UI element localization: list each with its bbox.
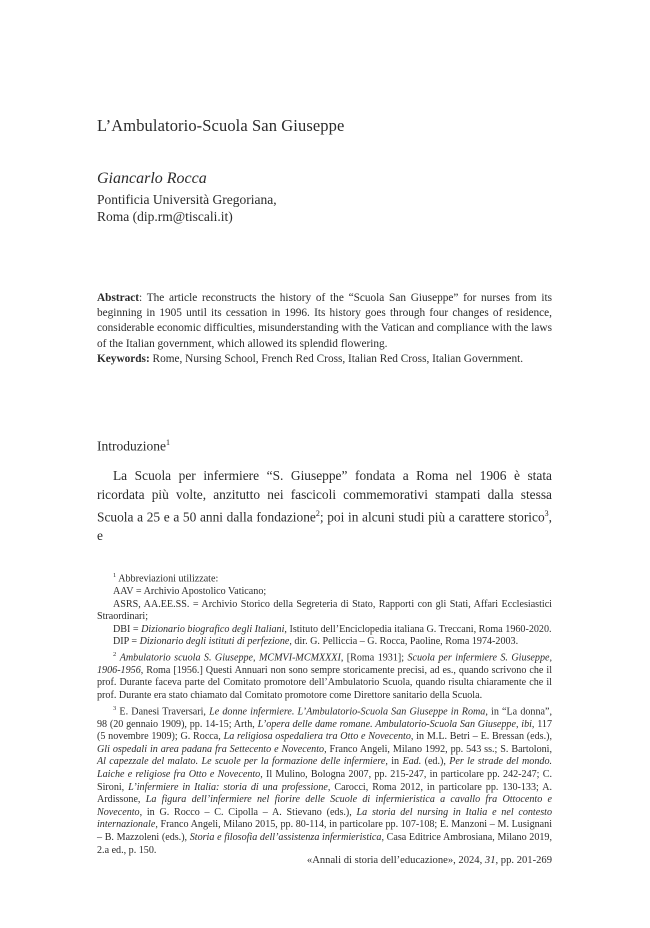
section-heading-text: Introduzione bbox=[97, 438, 166, 454]
footnote-italic: L’infermiere in Italia: storia di una professione bbox=[128, 781, 328, 793]
author-name: Giancarlo Rocca bbox=[97, 170, 207, 187]
footnote-2 bbox=[97, 649, 552, 703]
abbreviation-asrs: ASRS, AA.EE.SS. = Archivio Storico della Segreteria di Stato, Rapporti con gli Stati, Affari Ecclesiastici Straordinari; bbox=[97, 598, 552, 623]
footnote-text: , bbox=[515, 718, 522, 730]
footnote-number: 1 bbox=[113, 572, 117, 579]
abstract-label: Abstract bbox=[97, 292, 140, 304]
footnote-text: , in M.L. Betri – E. Bressan (eds.), bbox=[410, 731, 553, 743]
footnote-italic: Gli ospedali in area padana fra Settecento e Novecento bbox=[97, 743, 325, 755]
abstract-block bbox=[97, 291, 552, 367]
body-text: La Scuola per infermiere “S. Giuseppe” fondata a Roma nel 1906 è stata ricordata più volte, anzitutto nei fascicoli commemorativi stampati dalla stessa Scuola a 25 e a 50 anni dalla fondazione bbox=[97, 468, 552, 525]
footnote-text: , Istituto dell’Enciclopedia italiana G. Treccani, Roma 1960-2020. bbox=[284, 623, 552, 635]
footnote-italic: Per le strade del mondo. Laiche e religiose fra Otto e Novecento bbox=[97, 756, 553, 780]
footnote-italic: La religiosa ospedaliera tra Otto e Novecento bbox=[223, 731, 411, 743]
abbreviation-dbi bbox=[97, 624, 552, 637]
footer-text: «Annali di storia dell’educazione», 2024, bbox=[306, 855, 485, 866]
abbreviation-aav: AAV = Archivio Apostolico Vaticano; bbox=[113, 585, 267, 597]
footnote-text: , Roma [1956.] Questi Annuari non sono sempre storicamente precisi, ad es., quando scrivono che il prof. Durante faceva parte del Comitato promotore dell’Ambulatorio Scuola, quando risulta chiaramente che il prof. Durante era stato chiamato dal Comitato promotore come Direttore sanitario della Scuola. bbox=[97, 664, 552, 702]
footnote-text: , [Roma 1931]; bbox=[340, 652, 408, 664]
footnote-text: DBI = bbox=[113, 623, 142, 635]
body-text: ; poi in alcuni studi più a carattere storico bbox=[319, 509, 545, 525]
affiliation-line: Roma (dip.rm@tiscali.it) bbox=[97, 209, 233, 224]
footnote-text: (ed.), bbox=[421, 756, 450, 768]
article-title: L’Ambulatorio-Scuola San Giuseppe bbox=[97, 116, 345, 135]
body-text: , e bbox=[97, 509, 552, 544]
footnote-text: , dir. G. Pelliccia – G. Rocca, Paoline, Roma 1974-2003. bbox=[289, 636, 519, 648]
footnote-italic: Ambulatorio scuola S. Giuseppe, MCMVI-MCMXXXI bbox=[119, 652, 341, 664]
footnote-text: , Franco Angeli, Milano 1992, pp. 543 ss.; S. Bartoloni, bbox=[324, 743, 552, 755]
footer-text: , pp. 201-269 bbox=[495, 855, 552, 866]
keywords-label: Keywords: bbox=[97, 352, 150, 365]
footnote-italic: Al capezzale del malato. Le scuole per la formazione delle infermiere bbox=[97, 756, 386, 768]
footnote-ref: 3 bbox=[544, 509, 549, 518]
keywords-text: Rome, Nursing School, French Red Cross, Italian Red Cross, Italian Government. bbox=[149, 352, 524, 365]
footnotes bbox=[97, 570, 552, 857]
footnote-3 bbox=[97, 703, 552, 857]
abbreviation-dip bbox=[97, 636, 552, 649]
footnote-italic: Dizionario degli istituti di perfezione bbox=[139, 636, 290, 648]
affiliation-line: Pontificia Università Gregoriana, bbox=[97, 192, 277, 207]
footnote-text: , 117 (5 novembre 1909); G. Rocca, bbox=[97, 718, 553, 743]
footnote-text: , Carocci, Roma 2012, in particolare pp. 130-133; A. Ardissone, bbox=[97, 781, 553, 806]
author-affiliation bbox=[97, 191, 277, 225]
footnote-italic: L’opera delle dame romane. Ambulatorio-Scuola San Giuseppe bbox=[257, 718, 516, 730]
footnote-number: 3 bbox=[113, 704, 117, 712]
footnote-italic: La storia del nursing in Italia e nel contesto internazionale bbox=[97, 806, 552, 831]
footnote-text: E. Danesi Traversari, bbox=[119, 706, 210, 718]
footnote-number: 2 bbox=[113, 650, 117, 658]
keywords-paragraph bbox=[97, 352, 552, 367]
footnote-italic: Dizionario biografico degli Italiani bbox=[141, 623, 285, 635]
footnote-italic: Scuola per infermiere S. Giuseppe, 1906-1956 bbox=[97, 652, 553, 676]
footnote-text: , in G. Rocco – C. Cipolla – A. Stievano (eds.), bbox=[139, 806, 357, 818]
footnote-italic: Le donne infermiere. L’Ambulatorio-Scuola San Giuseppe in Roma bbox=[209, 706, 486, 718]
footnote-text: , Franco Angeli, Milano 2015, pp. 80-114, in particolare pp. 107-108; E. Manzoni – M. Lusignani – B. Mazzoleni (eds.), bbox=[97, 819, 552, 843]
footnote-ref: 2 bbox=[315, 509, 320, 518]
footnote-text: , Casa Editrice Ambrosiana, Milano 2019, 2.a ed., p. 150. bbox=[97, 831, 552, 856]
journal-citation bbox=[307, 855, 552, 866]
footnote-italic: La figura dell’infermiere nel fiorire delle Scuole di infermieristica a cavallo fra Ottocento e Novecento bbox=[97, 794, 552, 818]
footnote-italic: ibi bbox=[521, 718, 532, 730]
section-heading bbox=[97, 438, 170, 455]
footnote-text: , Il Mulino, Bologna 2007, pp. 215-247, in particolare pp. 242-247; C. Sironi, bbox=[97, 768, 552, 793]
footnote-italic: Storia e filosofia dell’assistenza infermieristica bbox=[189, 831, 382, 843]
footnote-italic: Ead. bbox=[402, 756, 422, 768]
footnote-text: DIP = bbox=[113, 636, 140, 648]
body-paragraph bbox=[97, 466, 552, 545]
footer-volume: 31 bbox=[484, 855, 496, 866]
abstract-text: : The article reconstructs the history of the “Scuola San Giuseppe” for nurses from its beginning in 1905 until its cessation in 1996. Its history goes through four changes of residence, considerable economic difficulties, misunderstanding with the Vatican and compliance with the laws of the Italian government, which allowed its splendid flowering. bbox=[97, 292, 552, 350]
footnote-text: , in bbox=[385, 756, 403, 768]
footnote-text: , in “La donna”, 98 (20 gennaio 1909), pp. 14-15; Arth, bbox=[97, 706, 552, 730]
abstract-paragraph bbox=[97, 291, 552, 352]
footnote-text: Abbreviazioni utilizzate: bbox=[118, 573, 219, 585]
footnote-ref: 1 bbox=[165, 438, 170, 447]
footnote-1 bbox=[97, 570, 552, 586]
